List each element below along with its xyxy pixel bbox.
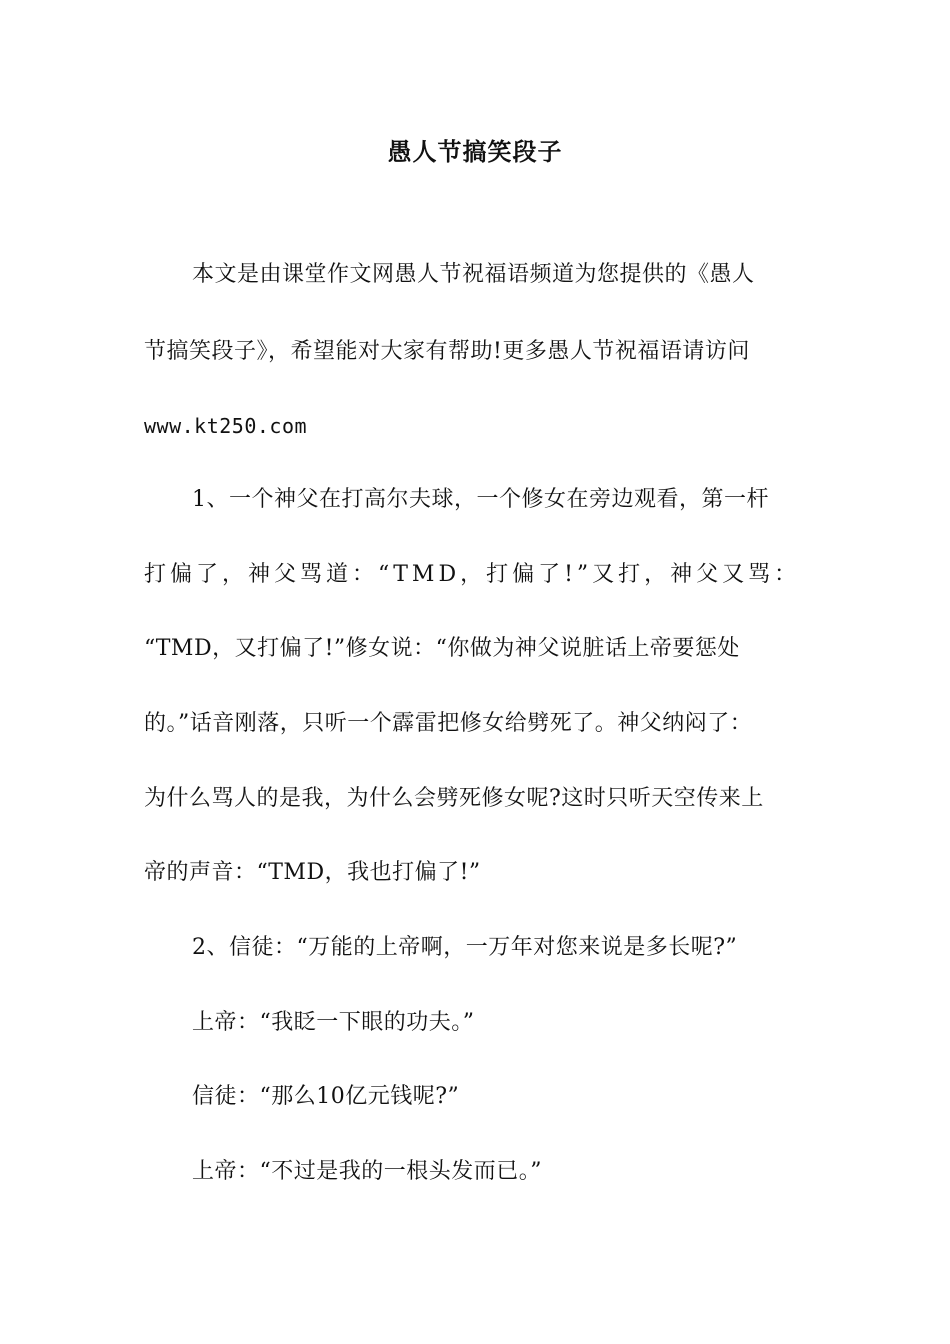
joke1-line-6: 帝的声音：“TMD，我也打偏了!” [144, 860, 481, 885]
document-title: 愚人节搞笑段子 [387, 137, 563, 166]
joke1-line-1: 1、一个神父在打高尔夫球，一个修女在旁边观看，第一杆 [192, 487, 769, 512]
joke1-line-3: “TMD，又打偏了!”修女说：“你做为神父说脏话上帝要惩处 [144, 636, 740, 661]
joke1-line-4: 的。”话音刚落，只听一个霹雷把修女给劈死了。神父纳闷了： [144, 711, 753, 736]
joke2-line-3: 信徒：“那么10亿元钱呢?” [192, 1084, 460, 1109]
intro-line-2: 节搞笑段子》，希望能对大家有帮助!更多愚人节祝福语请访问 [144, 339, 750, 364]
joke1-line-5: 为什么骂人的是我，为什么会劈死修女呢?这时只听天空传来上 [144, 786, 764, 811]
joke1-line-2: 打偏了，神父骂道：“TMD，打偏了!”又打，神父又骂： [144, 562, 801, 587]
joke2-line-4: 上帝：“不过是我的一根头发而已。” [192, 1159, 542, 1184]
intro-line-1: 本文是由课堂作文网愚人节祝福语频道为您提供的《愚人 [192, 262, 755, 287]
joke2-line-1: 2、信徒：“万能的上帝啊，一万年对您来说是多长呢?” [192, 935, 738, 960]
joke2-line-2: 上帝：“我眨一下眼的功夫。” [192, 1010, 475, 1035]
intro-url: www.kt250.com [144, 414, 308, 438]
